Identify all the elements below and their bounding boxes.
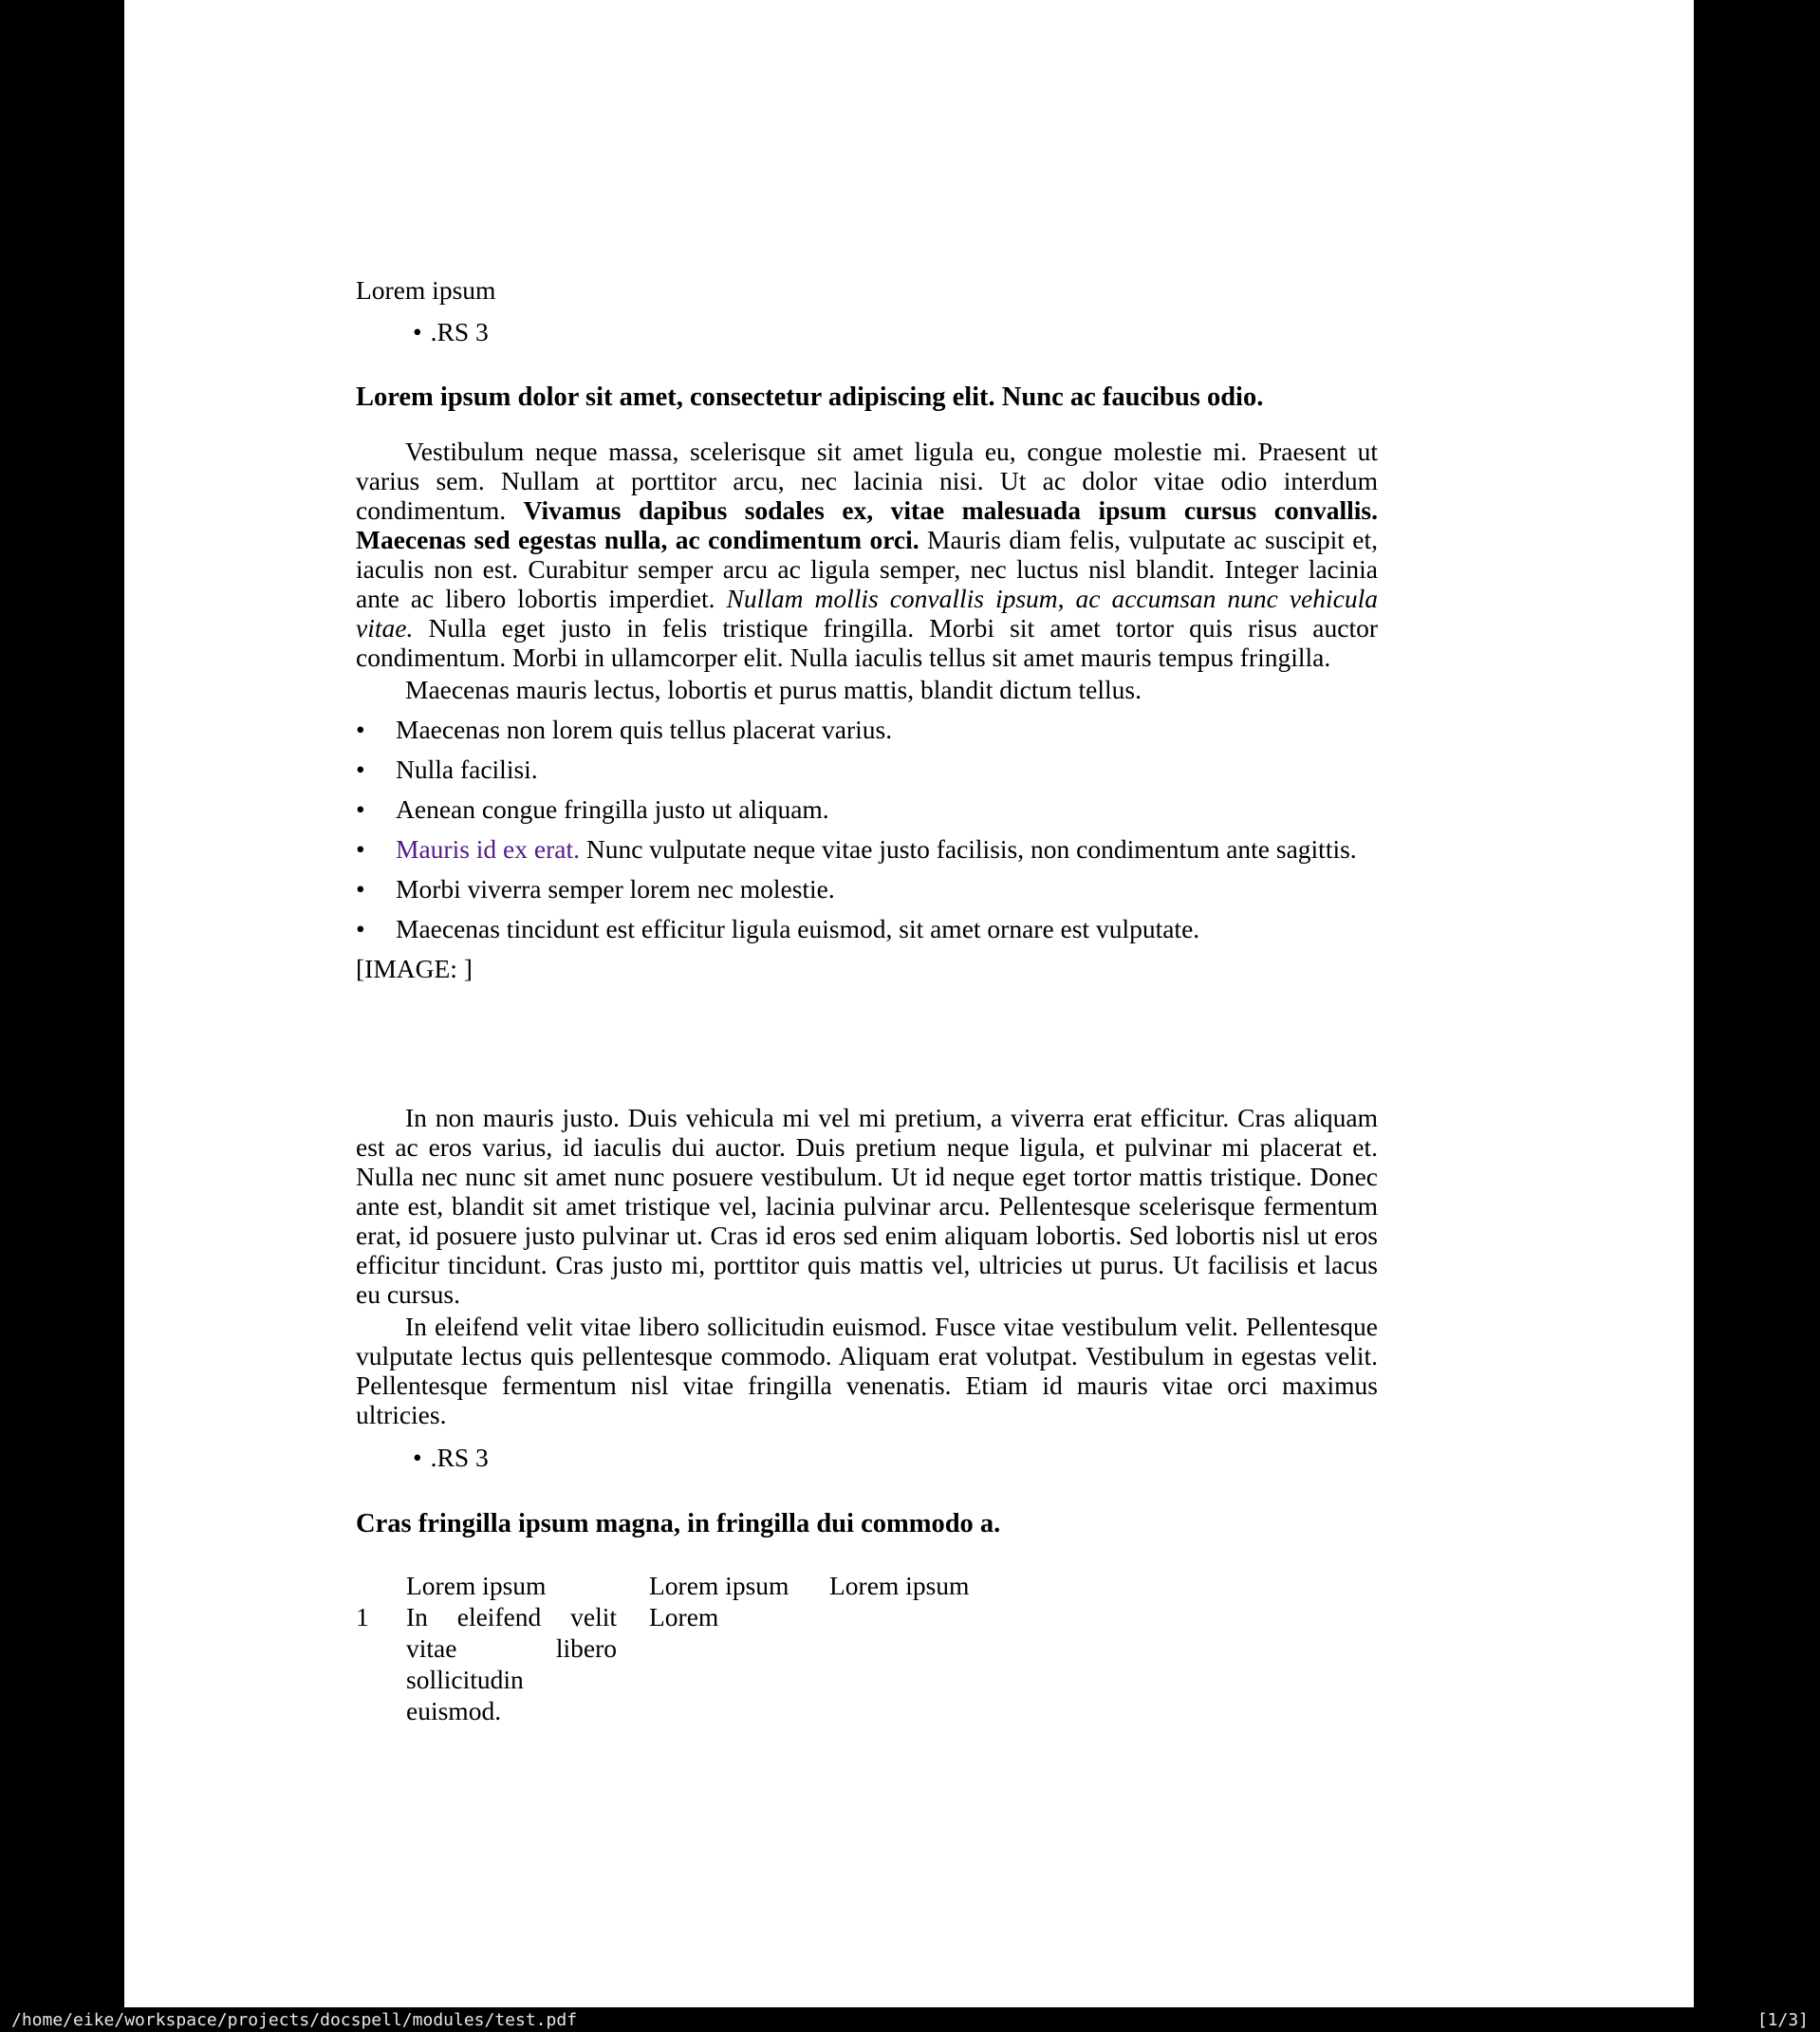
statusbar xyxy=(0,2007,1820,2032)
list-item xyxy=(356,755,1378,784)
rs-label: .RS 3 xyxy=(430,317,489,346)
table-cell: Lorem xyxy=(649,1602,719,1631)
section-heading-1: Lorem ipsum dolor sit amet, consectetur adipiscing elit. Nunc ac faucibus odio. xyxy=(356,382,1264,412)
bullet-icon: • xyxy=(356,874,365,904)
table-header-cell: Lorem ipsum xyxy=(649,1571,789,1600)
table-cell xyxy=(829,1601,1378,1726)
bullet-icon: • xyxy=(413,1443,422,1472)
list-item xyxy=(356,874,1378,904)
list-item-text: Aenean congue fringilla justo ut aliquam. xyxy=(396,794,829,824)
list-item-text: Nulla facilisi. xyxy=(396,755,538,784)
bullet-icon: • xyxy=(356,914,365,943)
list-item xyxy=(356,914,1378,943)
bullet-icon: • xyxy=(356,794,365,824)
bullet-icon: • xyxy=(356,755,365,784)
rs-bullet-line xyxy=(413,1443,1378,1472)
bullet-icon: • xyxy=(413,317,422,346)
list-item xyxy=(356,794,1378,824)
bullet-icon: • xyxy=(356,715,365,744)
table-cell-number: 1 xyxy=(356,1602,369,1631)
table-header-cell: Lorem ipsum xyxy=(829,1571,970,1600)
list-item-text: Maecenas tincidunt est efficitur ligula euismod, sit amet ornare est vulputate. xyxy=(396,914,1200,943)
bullet-icon: • xyxy=(356,834,365,864)
image-placeholder-text: [IMAGE: ] xyxy=(356,954,473,983)
section-heading-2: Cras fringilla ipsum magna, in fringilla dui commodo a. xyxy=(356,1509,1001,1538)
list-item-text: Maecenas non lorem quis tellus placerat varius. xyxy=(396,715,893,744)
document-table xyxy=(356,1570,1378,1726)
paragraph-1: Vestibulum neque massa, scelerisque sit amet ligula eu, congue molestie mi. Praesent ut varius sem. Nullam at porttitor arcu, nec lacinia nisi. Ut ac dolor vitae odio interdum condimentum. Vivamus dapibus sodales ex, vitae malesuada ipsum cursus convallis. Maecenas sed egestas nulla, ac condimentum orci. Mauris diam felis, vulputate ac suscipit et, iaculis non est. Curabitur semper arcu ac ligula semper, nec luctus nisl blandit. Integer lacinia ante ac libero lobortis imperdiet. Nullam mollis convallis ipsum, ac accumsan nunc vehicula vitae. Nulla eget justo in felis tristique fringilla. Morbi sit amet tortor quis risus auctor condimentum. Morbi in ullamcorper elit. Nulla iaculis tellus sit amet mauris tempus fringilla. xyxy=(356,437,1378,672)
pdf-page[interactable] xyxy=(124,0,1694,2007)
empty-image-area xyxy=(356,983,1378,1080)
table-header-cell xyxy=(356,1570,406,1601)
table-header-row xyxy=(356,1570,1378,1601)
rs-bullet-line xyxy=(413,317,1378,346)
paragraph-3: In eleifend velit vitae libero sollicitudin euismod. Fusce vitae vestibulum velit. Pellentesque vulputate lectus quis pellentesque commodo. Aliquam erat volutpat. Vestibulum in egestas velit. Pellentesque fermentum nisl vitae fringilla venenatis. Etiam id mauris vitae orci maximus ultricies. xyxy=(356,1312,1378,1429)
list-item xyxy=(356,715,1378,744)
statusbar-file-path: /home/eike/workspace/projects/docspell/modules/test.pdf xyxy=(11,2009,578,2030)
page-content xyxy=(124,0,1694,1726)
list-item-text: Mauris id ex erat. Nunc vulputate neque vitae justo facilisis, non condimentum ante sagittis. xyxy=(396,834,1357,864)
intro-line: Lorem ipsum xyxy=(356,275,496,305)
table-header-cell: Lorem ipsum xyxy=(406,1571,547,1600)
rs-label: .RS 3 xyxy=(430,1443,489,1472)
bullet-list xyxy=(356,715,1378,943)
table-cell: In eleifend velit vitae libero sollicitudin euismod. xyxy=(406,1602,617,1725)
paragraph-2: In non mauris justo. Duis vehicula mi vel mi pretium, a viverra erat efficitur. Cras aliquam est ac eros varius, id iaculis dui auctor. Duis pretium neque ligula, et pulvinar mi placerat et. Nulla nec nunc sit amet nunc posuere vestibulum. Ut id neque eget tortor mattis tristique. Donec ante est, blandit sit amet tristique vel, lacinia pulvinar arcu. Pellentesque scelerisque fermentum erat, id posuere justo pulvinar ut. Cras id eros sed enim aliquam lobortis. Sed lobortis nisl ut eros efficitur tincidunt. Cras justo mi, porttitor quis mattis vel, ultricies ut purus. Ut facilisis et lacus eu cursus. xyxy=(356,1103,1378,1309)
statusbar-page-indicator: [1/3] xyxy=(1756,2009,1809,2030)
list-item-with-link[interactable] xyxy=(356,834,1378,864)
table-row xyxy=(356,1601,1378,1726)
list-item-text: Morbi viverra semper lorem nec molestie. xyxy=(396,874,835,904)
paragraph-maecenas: Maecenas mauris lectus, lobortis et purus mattis, blandit dictum tellus. xyxy=(405,675,1142,704)
